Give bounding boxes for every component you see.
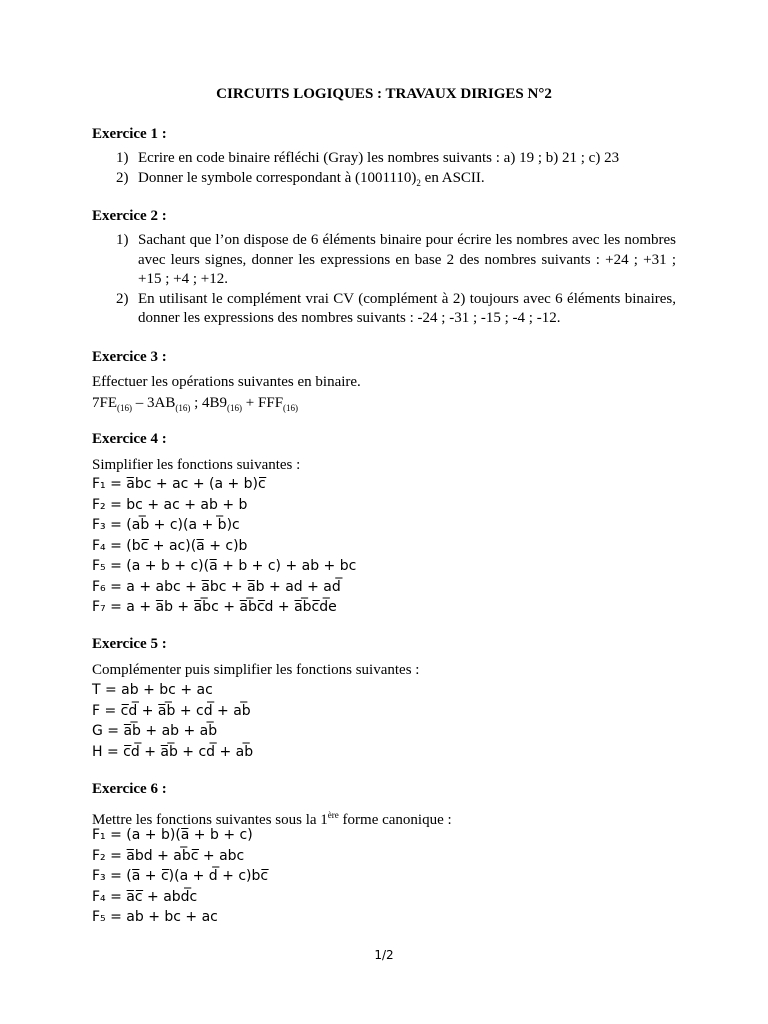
exercise-6-equations	[92, 825, 268, 928]
list-item	[116, 169, 676, 194]
item-text: Ecrire en code binaire réfléchi (Gray) les nombres suivants : a) 19 ; b) 21 ; c) 23	[138, 150, 620, 166]
item-text	[138, 169, 676, 194]
item-number: 1)	[116, 232, 129, 248]
exercise-4-instruction: Simplifier les fonctions suivantes :	[92, 457, 301, 473]
operand: ; 4B9	[190, 395, 228, 411]
operand: – 3AB	[132, 395, 176, 411]
exercise-5-title: Exercice 5 :	[92, 636, 167, 652]
equation: F₃ = (ab̅ + c)(a + b̅)c	[92, 517, 240, 533]
exercise-2-title: Exercice 2 :	[92, 208, 167, 224]
subscript: 2	[416, 177, 421, 188]
equation: F₂ = bc + ac + ab + b	[92, 496, 248, 513]
exercise-3-operations	[92, 393, 298, 418]
equation: F = c̅d̅ + a̅b̅ + cd̅ + ab̅	[92, 702, 251, 719]
equation: F₆ = a + abc + a̅bc + a̅b + ad + ad̅	[92, 578, 341, 595]
list-item	[116, 149, 676, 169]
equation: F₂ = a̅bd + ab̅c̅ + abc	[92, 847, 245, 864]
document-title: CIRCUITS LOGIQUES : TRAVAUX DIRIGES N°2	[216, 86, 552, 102]
equation: F₅ = ab + bc + ac	[92, 909, 218, 925]
operand: 7FE	[92, 395, 118, 411]
base-subscript: (16)	[117, 403, 133, 413]
exercise-3-instruction: Effectuer les opérations suivantes en binaire.	[92, 374, 361, 390]
instruction-part: Mettre les fonctions suivantes sous la 1	[92, 812, 328, 828]
exercise-6-title: Exercice 6 :	[92, 781, 167, 797]
exercise-2-list	[116, 231, 676, 329]
equation: F₃ = (a̅ + c̅)(a + d̅ + c)bc̅	[92, 868, 269, 884]
equation: G = a̅b̅ + ab + ab̅	[92, 723, 218, 739]
item-text: Sachant que l’on dispose de 6 éléments binaire pour écrire les nombres avec les nombres avec leurs signes, donner les expressions en base 2 des nombres suivants : +24 ; +31 ; +15 ; +4 ; +12.	[138, 232, 676, 287]
equation: F₁ = a̅bc + ac + (a + b)c̅	[92, 476, 266, 492]
equation: F₄ = a̅c̅ + abd̅c	[92, 888, 198, 905]
base-subscript: (16)	[227, 403, 243, 413]
item-number: 2)	[116, 169, 129, 186]
equation: T = ab + bc + ac	[92, 682, 213, 698]
exercise-4-title: Exercice 4 :	[92, 431, 167, 447]
exercise-1-title: Exercice 1 :	[92, 126, 167, 142]
page-number: 1/2	[374, 948, 394, 962]
base-subscript: (16)	[175, 403, 191, 413]
item-number: 1)	[116, 150, 129, 166]
item-text-part: Donner le symbole correspondant à (1001110)	[138, 169, 417, 186]
exercise-5-equations	[92, 680, 253, 762]
base-subscript: (16)	[283, 403, 299, 413]
exercise-3-title: Exercice 3 :	[92, 349, 167, 365]
equation: F₅ = (a + b + c)(a̅ + b + c) + ab + bc	[92, 558, 357, 574]
instruction-part: forme canonique :	[338, 812, 452, 828]
exercise-5-instruction: Complémenter puis simplifier les fonctions suivantes :	[92, 662, 420, 678]
list-item	[116, 290, 676, 329]
equation: F₄ = (bc̅ + ac)(a̅ + c)b	[92, 537, 248, 554]
list-item	[116, 231, 676, 290]
item-text-part: en ASCII.	[420, 169, 485, 186]
equation: F₇ = a + a̅b + a̅b̅c + a̅b̅c̅d + a̅b̅c̅d̅e	[92, 599, 337, 615]
item-text: En utilisant le complément vrai CV (complément à 2) toujours avec 6 éléments binaires, donner les expressions des nombres suivants : -24 ; -31 ; -15 ; -4 ; -12.	[138, 290, 676, 326]
operand: + FFF	[242, 395, 284, 411]
equation: F₁ = (a + b)(a̅ + b + c)	[92, 827, 253, 843]
equation: H = c̅d̅ + a̅b̅ + cd̅ + ab̅	[92, 743, 254, 760]
superscript: ère	[327, 810, 339, 820]
exercise-4-equations	[92, 474, 356, 618]
item-number: 2)	[116, 290, 129, 307]
exercise-1-list	[116, 149, 676, 193]
